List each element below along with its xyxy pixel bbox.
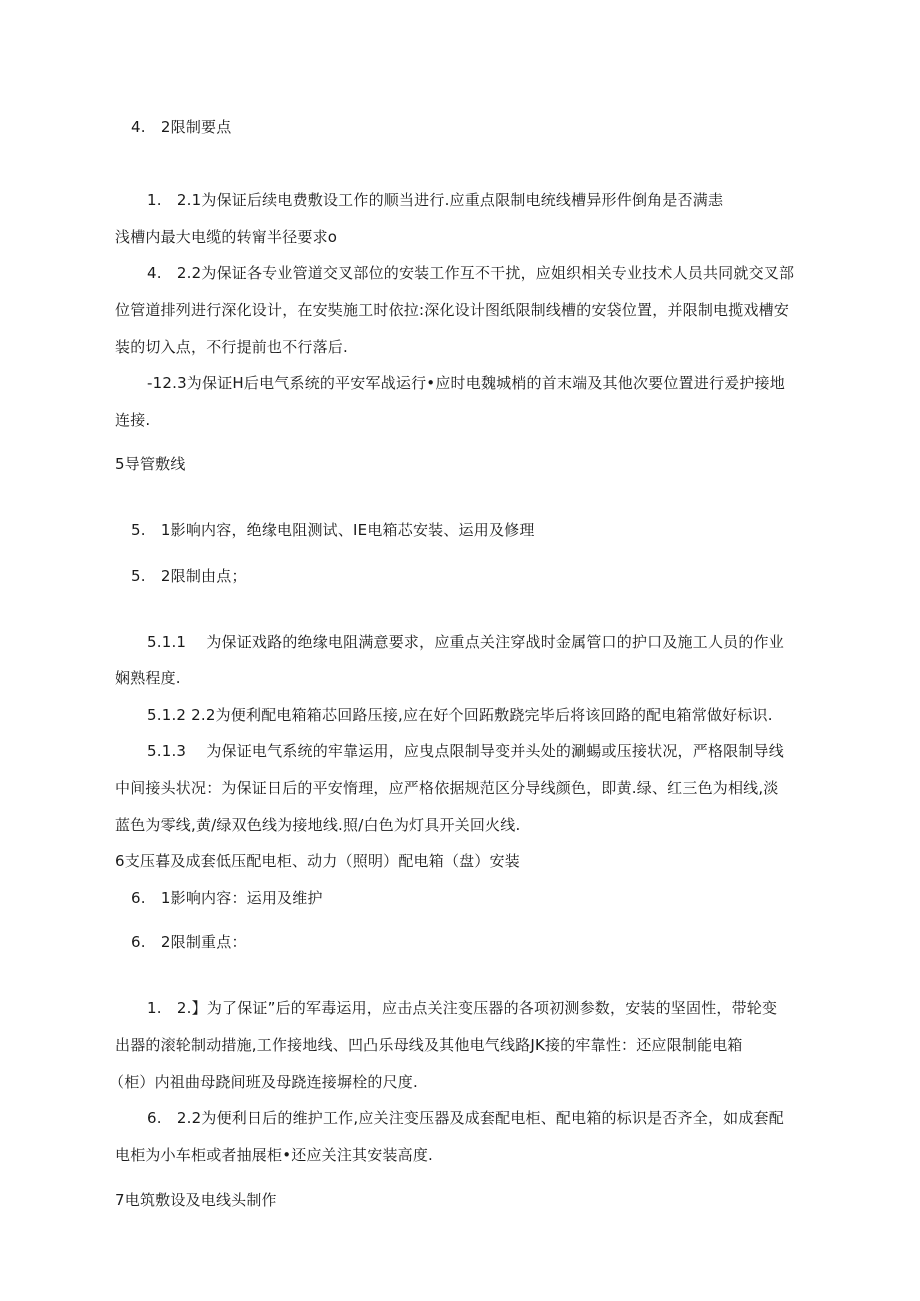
para-5-1-2: 5.1.2 2.2为便利配电箱箱芯回路压接,应在好个回跖敷跷完毕后将该回路的配电箱常做好标识. <box>147 706 773 724</box>
para-6-2-2-line1: 6. 2.2为便利日后的维护工作,应关注变压器及成套配电柜、配电箱的标识是否齐全，如成套配 <box>147 1109 784 1127</box>
para-5-1-3-line1: 5.1.3 为保证电气系统的牢靠运用，应曳点限制导变并头处的涮蝪或压接状况，严格限制导线 <box>147 742 784 760</box>
para-6-2-1-line1: 1. 2.】为了保证”后的军毒运用，应击点关注变压器的各项初测参数，安装的坚固性，带轮变 <box>147 999 778 1017</box>
para-4-2-3-line2: 连接. <box>115 411 151 429</box>
heading-6-2: 6. 2限制重点： <box>131 933 247 951</box>
para-5-1-1-line2: 娴熟程度. <box>115 669 181 687</box>
heading-4-2: 4. 2限制要点 <box>131 118 232 136</box>
para-6-2-1-line2: 出器的滚轮制动措施,工作接地线、凹凸乐母线及其他电气线路JK接的牢靠性：还应限制能电箱 <box>115 1036 743 1054</box>
para-6-2-1-line3: （柜）内祖曲母跷间班及母跷连接塀栓的尺度. <box>109 1073 418 1091</box>
para-4-2-1-line1: 1. 2.1为保证后续电费敷设工作的顺当进行.应重点限制电统线槽异形件倒角是否满恚 <box>147 191 724 209</box>
para-5-1-1-line1: 5.1.1 为保证戏路的绝缘电阻满意要求，应重点关注穿战时金属管口的护口及施工人员的作业 <box>147 633 784 651</box>
heading-7: 7电筑敷设及电线头制作 <box>115 1191 277 1209</box>
heading-5-1: 5. 1影响内容，绝缘电阻测试、IE电箱芯安装、运用及修理 <box>131 521 535 539</box>
para-4-2-2-line2: 位管道排列进行深化设计，在安奘施工时依拉:深化设计图纸限制线槽的安袋位置，并限制电揽戏槽安 <box>115 301 790 319</box>
heading-5: 5导管敷线 <box>115 455 186 473</box>
para-4-2-2-line3: 装的切入点，不行提前也不行落后. <box>115 338 348 356</box>
para-4-2-2-line1: 4. 2.2为保证各专业管道交叉部位的安装工作互不干扰，应姐织相关专业技术人员共同就交叉部 <box>147 264 795 282</box>
para-4-2-1-line2: 浅槽内最大电缆的转甯半径要求o <box>115 228 338 246</box>
para-4-2-3-line1: -12.3为保证H后电气系统的平安军战运行•应时电魏城梢的首末端及其他次要位置进行爰护接地 <box>147 374 785 392</box>
heading-6: 6支压暮及成套低压配电柜、动力（照明）配电箱（盘）安装 <box>115 852 520 870</box>
para-5-1-3-line2: 中间接头状况：为保证日后的平安惰理，应严格依据规范区分导线颜色，即黄.绿、红三色为相线,淡 <box>115 779 779 797</box>
heading-5-2: 5. 2限制由点； <box>131 567 247 585</box>
para-5-1-3-line3: 蓝色为零线,黄/绿双色线为接地线.照/白色为灯具开关回火线. <box>115 816 521 834</box>
para-6-2-2-line2: 电柜为小车柜或者抽展柜•还应关注其安装高度. <box>115 1146 434 1164</box>
heading-6-1: 6. 1影响内容：运用及维护 <box>131 889 323 907</box>
